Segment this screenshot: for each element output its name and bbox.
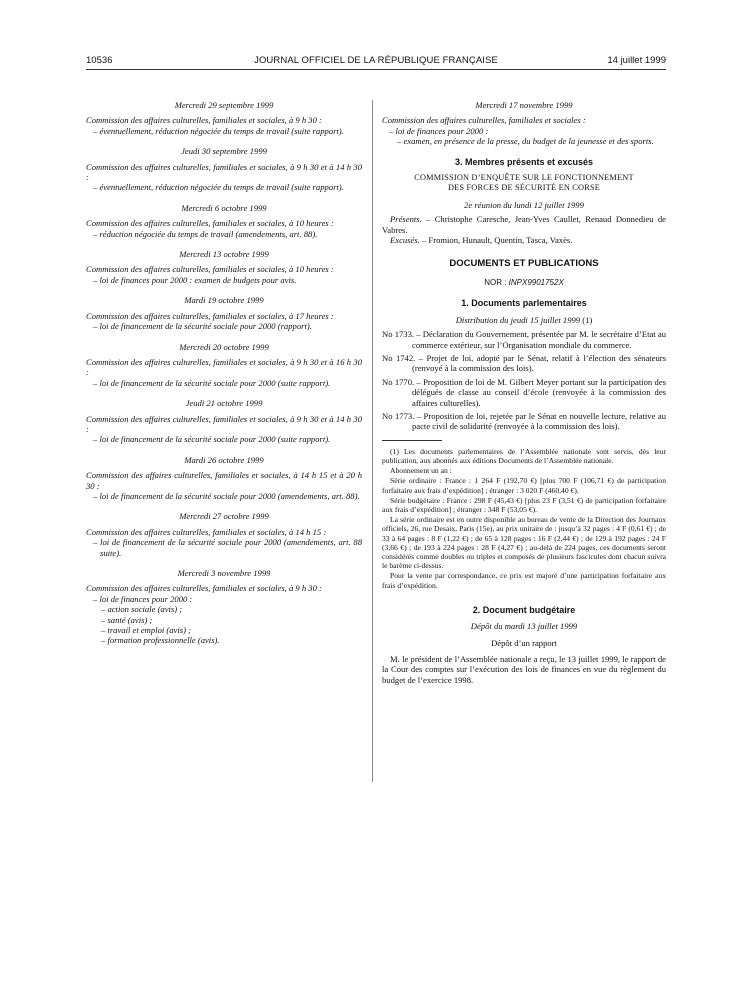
footnote: Série ordinaire : France : 1 264 F (192,70 €) [plus 700 F (106,71 €) de participation forfaitaire aux frais d’expédition] ; étranger : 3 020 F (460,40 €). [382, 476, 666, 495]
presents-label: Présents. [390, 214, 422, 225]
agenda-subitem: – santé (avis) ; [101, 614, 153, 625]
document-entry: No 1770. – Proposition de loi de M. Gilbert Meyer portant sur la participation des délégués de classe au conseil d’école (renvoyée à la commission des affaires culturelles). [382, 376, 666, 408]
agenda-commission: Commission des affaires culturelles, familiales et sociales, à 9 h 30 et à 16 h 30 : [86, 356, 362, 378]
footnote-ref: (1) [580, 314, 593, 325]
page-number: 10536 [86, 55, 113, 66]
depot-text: M. le président de l’Assemblée nationale a reçu, le 13 juillet 1999, le rapport de la Cour des comptes sur l’exécution des lois de finances en vue du règlement du budget de l’exercice 1998. [382, 654, 666, 685]
footnote: Abonnement un an : [390, 466, 452, 476]
agenda-commission: Commission des affaires culturelles, familiales et sociales, à 14 h 15 : [86, 526, 327, 537]
agenda-date: Mercredi 17 novembre 1999 [475, 100, 573, 110]
agenda-item: – éventuellement, réduction négociée du temps de travail (suite rapport). [93, 125, 344, 136]
agenda-block [86, 511, 362, 558]
agenda-date: Mercredi 6 octobre 1999 [181, 202, 267, 213]
page-header [86, 55, 666, 69]
agenda-date: Mercredi 20 octobre 1999 [179, 341, 269, 352]
journal-title: JOURNAL OFFICIEL DE LA RÉPUBLIQUE FRANÇAISE [254, 55, 498, 66]
agenda-commission: Commission des affaires culturelles, familiales et sociales, à 10 heures : [86, 218, 334, 229]
agenda-item: – loi de financement de la sécurité sociale pour 2000 (suite rapport). [93, 434, 331, 445]
agenda-item: – réduction négociée du temps de travail (amendements, art. 88). [93, 228, 318, 239]
section-1-title: 1. Documents parlementaires [461, 298, 587, 309]
agenda-subitem: – travail et emploi (avis) ; [101, 625, 191, 636]
agenda-block [86, 203, 362, 239]
nor-value: INPX9901752X [508, 277, 564, 287]
meeting-date: 2e réunion du lundi 12 juillet 1999 [464, 199, 584, 210]
nor-label: NOR : [484, 277, 509, 287]
agenda-block [86, 100, 362, 136]
agenda-commission: Commission des affaires culturelles, familiales et sociales, à 10 heures : [86, 264, 334, 275]
footnote: Série budgétaire : France : 298 F (45,43 €) [plus 23 F (3,51 €) de participation forfaitaire aux frais d’expédition] ; étranger : 348 F (53,05 €). [382, 495, 666, 514]
commission-name-line2: DES FORCES DE SÉCURITÉ EN CORSE [447, 183, 601, 193]
agenda-block [86, 146, 362, 193]
agenda-block [382, 100, 666, 147]
commission-name-line1: COMMISSION D’ENQUÊTE SUR LE FONCTIONNEMENT [414, 173, 634, 183]
excused-members [382, 235, 666, 245]
agenda-commission: Commission des affaires culturelles, familiales et sociales : [382, 115, 586, 126]
document-entry: No 1742. – Projet de loi, adopté par le Sénat, relatif à l’élection des sénateurs (renvoyé à la commission des lois). [382, 352, 666, 374]
footnote: (1) Les documents parlementaires de l’Assemblée nationale sont servis, dès leur publication, aux abonnés aux éditions Documents de l’Assemblée nationale. [382, 446, 666, 465]
agenda-block [86, 249, 362, 285]
agenda-subitem: – action sociale (avis) ; [101, 604, 183, 615]
agenda-date: Mardi 19 octobre 1999 [184, 295, 264, 306]
agenda-date: Jeudi 21 octobre 1999 [185, 398, 263, 409]
agenda-commission: Commission des affaires culturelles, familiales et sociales, à 9 h 30 et à 14 h 30 : [86, 413, 362, 434]
excuses-names: – Fromion, Hunault, Quentin, Tasca, Vaxès. [419, 235, 573, 246]
nor-reference [382, 278, 666, 288]
agenda-item: – loi de finances pour 2000 : [93, 593, 193, 604]
agenda-commission: Commission des affaires culturelles, familiales et sociales, à 9 h 30 et à 14 h 30 : [86, 161, 362, 183]
agenda-item: – loi de finances pour 2000 : [389, 125, 489, 136]
excuses-label: Excusés. [390, 235, 420, 246]
agenda-block [86, 295, 362, 331]
agenda-subitem: – formation professionnelle (avis). [101, 635, 220, 646]
agenda-block [86, 342, 362, 389]
agenda-commission: Commission des affaires culturelles, familiales et sociales, à 9 h 30 : [86, 583, 322, 594]
footnote: La série ordinaire est en outre disponible au bureau de vente de la Direction des Journaux officiels, 26, rue Desaix, Paris (15e), au prix unitaire de : jusqu’à 32 pages : 4 F (0,61 €) ; de 33 à 64 pages : 8 F (1,22 €) ; de 65 à 128 pages : 16 F (2,44 €) ; de 129 à 192 pages : 24 F (3,66 €) ; de 193 à 224 pages : 28 F (4,27 €) ; au-delà de 224 pages, ces documents seront considérés comme doubles ou triples et composés de plusieurs fascicules dont chacun suivra le barème ci-dessus. [382, 515, 666, 571]
agenda-commission: Commission des affaires culturelles, familiales et sociales, à 9 h 30 : [86, 115, 322, 126]
footnotes [382, 447, 666, 590]
presents-names: – Christophe Caresche, Jean-Yves Caullet, Renaud Donnedieu de Vabres. [382, 214, 666, 235]
right-column [382, 100, 666, 685]
depot-subtitle: Dépôt d’un rapport [491, 637, 557, 648]
distribution-date: Distribution du jeudi 15 juillet 1999 (1) [455, 314, 593, 325]
agenda-date: Jeudi 30 septembre 1999 [181, 146, 267, 157]
issue-date: 14 juillet 1999 [607, 55, 666, 66]
agenda-date: Mercredi 13 octobre 1999 [179, 249, 269, 260]
agenda-commission: Commission des affaires culturelles, familiales et sociales, à 14 h 15 et à 20 h 30 : [86, 470, 362, 491]
agenda-item: – loi de financement de la sécurité sociale pour 2000 (suite rapport). [93, 377, 331, 388]
documents-title: DOCUMENTS ET PUBLICATIONS [449, 258, 599, 270]
agenda-date: Mercredi 29 septembre 1999 [174, 100, 274, 110]
agenda-item: – éventuellement, réduction négociée du temps de travail (suite rapport). [93, 182, 344, 193]
agenda-subitem: – examen, en présence de la presse, du budget de la jeunesse et des sports. [397, 136, 654, 147]
agenda-item: – loi de financement de la sécurité sociale pour 2000 (amendements, art. 88 suite). [93, 537, 362, 558]
left-column [86, 100, 362, 656]
footnote-rule [382, 440, 442, 441]
agenda-item: – loi de finances pour 2000 : examen de budgets pour avis. [93, 274, 297, 285]
agenda-item: – loi de financement de la sécurité sociale pour 2000 (rapport). [93, 321, 312, 332]
present-members [382, 214, 666, 235]
agenda-item: – loi de financement de la sécurité sociale pour 2000 (amendements, art. 88). [93, 490, 360, 501]
agenda-date: Mardi 26 octobre 1999 [184, 454, 264, 465]
column-divider [372, 100, 373, 782]
section-3-title: 3. Membres présents et excusés [454, 156, 594, 167]
document-entry: No 1733. – Déclaration du Gouvernement, présentée par M. le secrétaire d’Etat au commerce extérieur, sur l’Organisation mondiale du commerce. [382, 329, 666, 350]
footnote: Pour la vente par correspondance, ce prix est majoré d’une participation forfaitaire aux frais d’expédition. [382, 571, 666, 590]
agenda-date: Mercredi 3 novembre 1999 [177, 568, 271, 578]
agenda-commission: Commission des affaires culturelles, familiales et sociales, à 17 heures : [86, 310, 334, 321]
agenda-block [86, 398, 362, 445]
depot-date: Dépôt du mardi 13 juillet 1999 [470, 621, 578, 632]
agenda-date: Mercredi 27 octobre 1999 [179, 511, 269, 522]
header-rule [86, 69, 666, 70]
agenda-block [86, 568, 362, 646]
document-entry: No 1773. – Proposition de loi, rejetée par le Sénat en nouvelle lecture, relative au pacte civil de solidarité (renvoyée à la commission des lois). [382, 410, 666, 432]
agenda-block [86, 455, 362, 502]
section-2-title: 2. Document budgétaire [472, 604, 576, 615]
